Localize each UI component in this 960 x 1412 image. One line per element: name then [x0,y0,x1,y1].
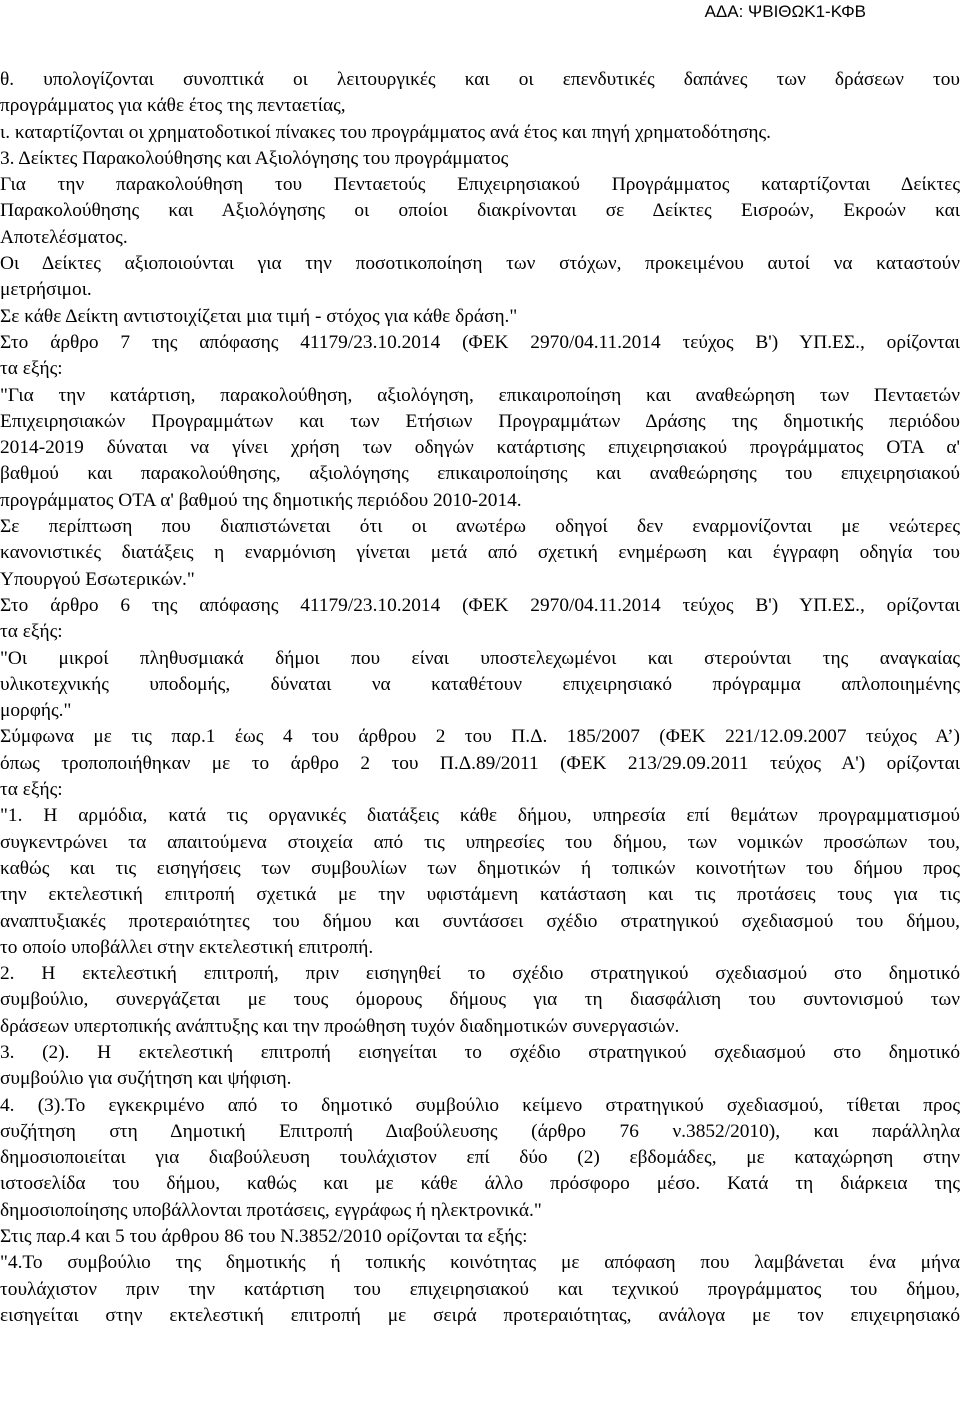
text-line: την εκτελεστική επιτροπή σχετικά με την υφιστάμενη κατάσταση και τις προτάσεις τους για τις [0,884,960,906]
text-line: δημοσιοποίησης υποβάλλονται προτάσεις, εγγράφως ή ηλεκτρονικά." [0,1199,542,1221]
text-line: "4.Το συμβούλιο της δημοτικής ή τοπικής κοινότητας με απόφαση που λαμβάνεται ένα μήνα [0,1252,960,1274]
text-line: συμβούλιο, συνεργάζεται με τους όμορους δήμους για τη διασφάλιση του συντονισμού των [0,989,960,1011]
text-line: Σε περίπτωση που διαπιστώνεται ότι οι ανωτέρω οδηγοί δεν εναρμονίζονται με νεώτερες [0,516,960,538]
text-line: Αποτελέσματος. [0,226,128,248]
text-line: ι. καταρτίζονται οι χρηματοδοτικοί πίνακες του προγράμματος ανά έτος και πηγή χρηματοδότησης. [0,121,771,143]
text-line: Για την παρακολούθηση του Πενταετούς Επιχειρησιακού Προγράμματος καταρτίζονται Δείκτες [0,174,960,196]
text-line: Στο άρθρο 7 της απόφασης 41179/23.10.2014 (ΦΕΚ 2970/04.11.2014 τεύχος Β') ΥΠ.ΕΣ., ορίζονται [0,331,960,353]
text-line: συγκεντρώνει τα απαιτούμενα στοιχεία από τις υπηρεσίες του δήμου, των νομικών προσώπων του, [0,831,960,853]
text-line: συζήτηση στη Δημοτική Επιτροπή Διαβούλευσης (άρθρο 76 ν.3852/2010), και παράλληλα [0,1120,960,1142]
text-line: δράσεων υπερτοπικής ανάπτυξης και την προώθηση τυχόν διαδημοτικών συνεργασιών. [0,1015,680,1037]
text-line: θ. υπολογίζονται συνοπτικά οι λειτουργικές και οι επενδυτικές δαπάνες των δράσεων του [0,69,960,90]
text-line: βαθμού και παρακολούθησης, αξιολόγησης επικαιροποίησης και αναθεώρησης του επιχειρησιακού [0,463,960,485]
text-line: 2014-2019 δύναται να γίνει χρήση των οδηγών κατάρτισης επιχειρησιακού προγράμματος ΟΤΑ α' [0,437,960,459]
text-line: υλικοτεχνικής υποδομής, δύναται να καταθέτουν επιχειρησιακό πρόγραμμα απλοποιημένης [0,673,960,695]
text-line: Παρακολούθησης και Αξιολόγησης οι οποίοι διακρίνονται σε Δείκτες Εισροών, Εκροών και [0,200,960,222]
text-line: Υπουργού Εσωτερικών." [0,568,195,590]
text-line: μετρήσιμοι. [0,279,92,301]
document-body [0,67,960,1329]
text-line: μορφής." [0,700,72,722]
text-line: Στις παρ.4 και 5 του άρθρου 86 του Ν.3852/2010 ορίζονται τα εξής: [0,1226,528,1248]
text-line: 3. Δείκτες Παρακολούθησης και Αξιολόγησης του προγράμματος [0,147,509,169]
text-line: τα εξής: [0,621,63,643]
text-line: συμβούλιο για συζήτηση και ψήφιση. [0,1068,292,1090]
text-line: Επιχειρησιακών Προγραμμάτων και των Ετήσιων Προγραμμάτων Δράσης της δημοτικής περιόδου [0,410,960,432]
text-line: 3. (2). Η εκτελεστική επιτροπή εισηγείται το σχέδιο στρατηγικού σχεδιασμού στο δημοτικό [0,1041,960,1063]
text-line: τα εξής: [0,779,63,801]
text-line: εισηγείται στην εκτελεστική επιτροπή με σειρά προτεραιότητας, ανάλογα με τον επιχειρησιακό [0,1304,960,1326]
text-line: τα εξής: [0,358,63,380]
text-line: "Οι μικροί πληθυσμιακά δήμοι που είναι υποστελεχωμένοι και στερούνται της αναγκαίας [0,647,960,669]
text-line: δημοσιοποιείται για διαβούλευση τουλάχιστον επί δύο (2) εβδομάδες, με καταχώρηση στην [0,1147,960,1169]
text-line: κανονιστικές διατάξεις η εναρμόνιση γίνεται μετά από σχετική ενημέρωση και έγγραφη οδηγία του [0,542,960,564]
text-line: όπως τροποποιήθηκαν με το άρθρο 2 του Π.Δ.89/2011 (ΦΕΚ 213/29.09.2011 τεύχος Α') ορίζονται [0,752,960,774]
text-line: 2. Η εκτελεστική επιτροπή, πριν εισηγηθεί το σχέδιο στρατηγικού σχεδιασμού στο δημοτικό [0,963,960,985]
text-line: προγράμματος για κάθε έτος της πενταετίας, [0,95,346,117]
text-line: Στο άρθρο 6 της απόφασης 41179/23.10.2014 (ΦΕΚ 2970/04.11.2014 τεύχος Β') ΥΠ.ΕΣ., ορίζονται [0,594,960,616]
text-line: τουλάχιστον πριν την κατάρτιση του επιχειρησιακού και τεχνικού προγράμματος του δήμου, [0,1278,960,1300]
text-line: "Για την κατάρτιση, παρακολούθηση, αξιολόγηση, επικαιροποίηση και αναθεώρηση των Πενταετών [0,384,960,406]
document-ada-code: ΑΔΑ: ΨΒΙΘΩΚ1-ΚΦΒ [704,2,866,21]
text-line: Σε κάθε Δείκτη αντιστοιχίζεται μια τιμή - στόχος για κάθε δράση." [0,305,518,327]
text-line: ιστοσελίδα του δήμου, καθώς και με κάθε άλλο πρόσφορο μέσο. Κατά τη διάρκεια της [0,1173,960,1195]
text-line: Οι Δείκτες αξιοποιούνται για την ποσοτικοποίηση των στόχων, προκειμένου αυτοί να καταστούν [0,253,960,275]
text-line: αναπτυξιακές προτεραιότητες του δήμου και συντάσσει σχέδιο στρατηγικού σχεδιασμού του δήμου, [0,910,960,932]
text-line: Σύμφωνα με τις παρ.1 έως 4 του άρθρου 2 του Π.Δ. 185/2007 (ΦΕΚ 221/12.09.2007 τεύχος Α’) [0,726,960,748]
text-line: "1. Η αρμόδια, κατά τις οργανικές διατάξεις κάθε δήμου, υπηρεσία επί θεμάτων προγραμματισμού [0,805,960,827]
text-line: το οποίο υποβάλλει στην εκτελεστική επιτροπή. [0,936,374,958]
text-line: προγράμματος ΟΤΑ α' βαθμού της δημοτικής περιόδου 2010-2014. [0,489,522,511]
text-line: καθώς και τις εισηγήσεις των συμβουλίων των δημοτικών ή τοπικών κοινοτήτων του δήμου προς [0,857,960,879]
text-line: 4. (3).Το εγκεκριμένο από το δημοτικό συμβούλιο κείμενο στρατηγικού σχεδιασμού, τίθεται προς [0,1094,960,1116]
